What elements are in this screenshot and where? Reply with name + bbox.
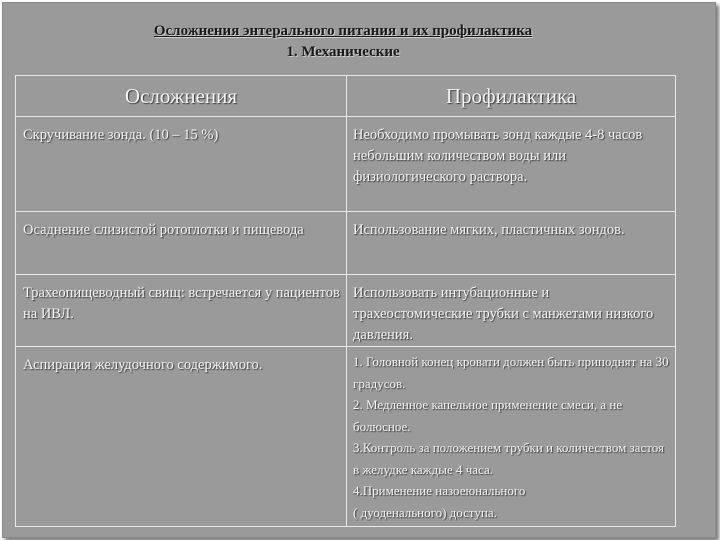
header-complications: Осложнения: [16, 76, 347, 117]
complication-cell: Скручивание зонда. (10 – 15 %): [16, 117, 347, 212]
prevention-cell: Использование мягких, пластичных зондов.: [347, 212, 676, 275]
prevention-step: ( дуоденального) доступа.: [353, 504, 497, 520]
complication-cell: Трахеопищеводный свищ: встречается у пациентов на ИВЛ.: [16, 275, 347, 347]
complication-cell: Аспирация желудочного содержимого.: [16, 347, 347, 527]
complication-cell: Осаднение слизистой ротоглотки и пищевода: [16, 212, 347, 275]
slide-frame: [2, 2, 716, 538]
table-row: [16, 347, 676, 527]
prevention-step: 4.Применение назоеюнального: [353, 483, 526, 498]
header-prevention: Профилактика: [347, 76, 676, 117]
title-line-2: 1. Механические: [286, 44, 400, 60]
prevention-step: 1. Головной конец кровати должен быть приподнят на 30 градусов.: [353, 354, 669, 391]
table-row: [16, 117, 676, 212]
prevention-cell: Необходимо промывать зонд каждые 4-8 часов небольшим количеством воды или физиологического раствора.: [347, 117, 676, 212]
title-line-1: Осложнения энтерального питания и их профилактика: [153, 23, 533, 39]
prevention-step: 2. Медленное капельное применение смеси, а не болюсное.: [353, 397, 623, 434]
prevention-step: 3.Контроль за положением трубки и количеством застоя в желудке каждые 4 часа.: [353, 440, 664, 477]
complications-table: [15, 75, 675, 527]
prevention-cell: [347, 347, 676, 527]
prevention-cell: Использовать интубационные и трахеостомические трубки с манжетами низкого давления.: [347, 275, 676, 347]
table-row: [16, 275, 676, 347]
slide-title: [3, 21, 683, 63]
table-header-row: [16, 76, 676, 117]
table-row: [16, 212, 676, 275]
